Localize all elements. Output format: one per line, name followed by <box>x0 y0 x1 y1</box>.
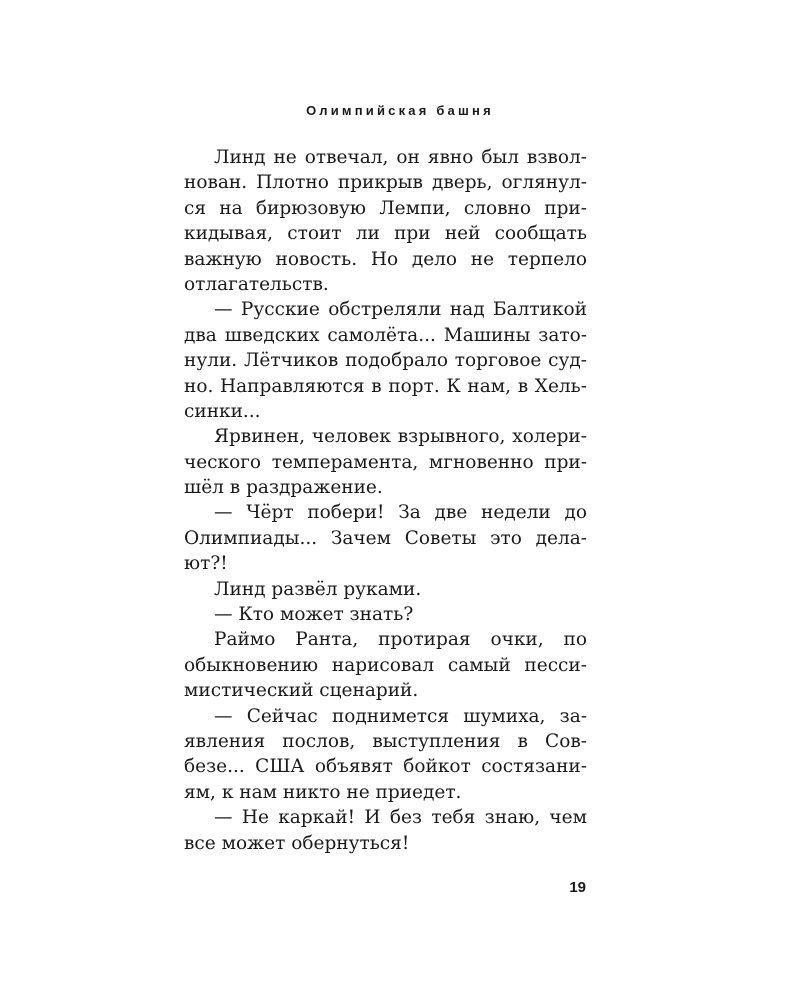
text-line: — Сейчас поднимется шумиха, за- <box>214 705 587 727</box>
text-line: отлагательств. <box>184 273 329 295</box>
text-line: — Русские обстреляли над Балтикой <box>214 299 587 321</box>
text-line: кидывая, стоит ли при ней сообщать <box>184 223 587 245</box>
running-head: Олимпийская башня <box>306 103 494 118</box>
text-line: безе... США объявят бойкот состязани- <box>184 756 587 778</box>
text-line: нован. Плотно прикрыв дверь, оглянул- <box>184 172 587 194</box>
text-line: все может обернуться! <box>184 832 410 854</box>
text-line: ческого темперамента, мгновенно при- <box>184 451 587 473</box>
text-line: — Кто может знать? <box>214 604 414 626</box>
text-line: Ярвинен, человек взрывного, холери- <box>214 426 587 448</box>
text-line: важную новость. Но дело не терпело <box>184 248 587 270</box>
text-line: Линд развёл руками. <box>214 578 422 600</box>
text-line: Линд не отвечал, он явно был взвол- <box>214 147 587 168</box>
text-line: ют?! <box>184 553 228 575</box>
text-line: но. Направляются в порт. К нам, в Хель- <box>184 375 587 397</box>
text-line: Раймо Ранта, протирая очки, по <box>214 629 587 651</box>
page-number: 19 <box>569 879 586 896</box>
text-line: шёл в раздражение. <box>184 477 383 499</box>
text-line: ям, к нам никто не приедет. <box>184 781 462 803</box>
text-line: явления послов, выступления в Сов- <box>184 730 587 752</box>
text-line: два шведских самолёта... Машины зато- <box>184 324 587 346</box>
text-line: обыкновению нарисовал самый песси- <box>184 654 587 676</box>
text-line: ся на бирюзовую Лемпи, словно при- <box>184 197 587 219</box>
body-text <box>184 145 587 856</box>
text-line: мистический сценарий. <box>184 680 419 702</box>
text-line: Олимпиады... Зачем Советы это дела- <box>184 527 587 549</box>
text-line: — Не каркай! И без тебя знаю, чем <box>214 807 587 829</box>
text-line: — Чёрт побери! За две недели до <box>214 502 587 524</box>
text-line: синки... <box>184 400 261 422</box>
text-line: нули. Лётчиков подобрало торговое суд- <box>184 350 587 372</box>
